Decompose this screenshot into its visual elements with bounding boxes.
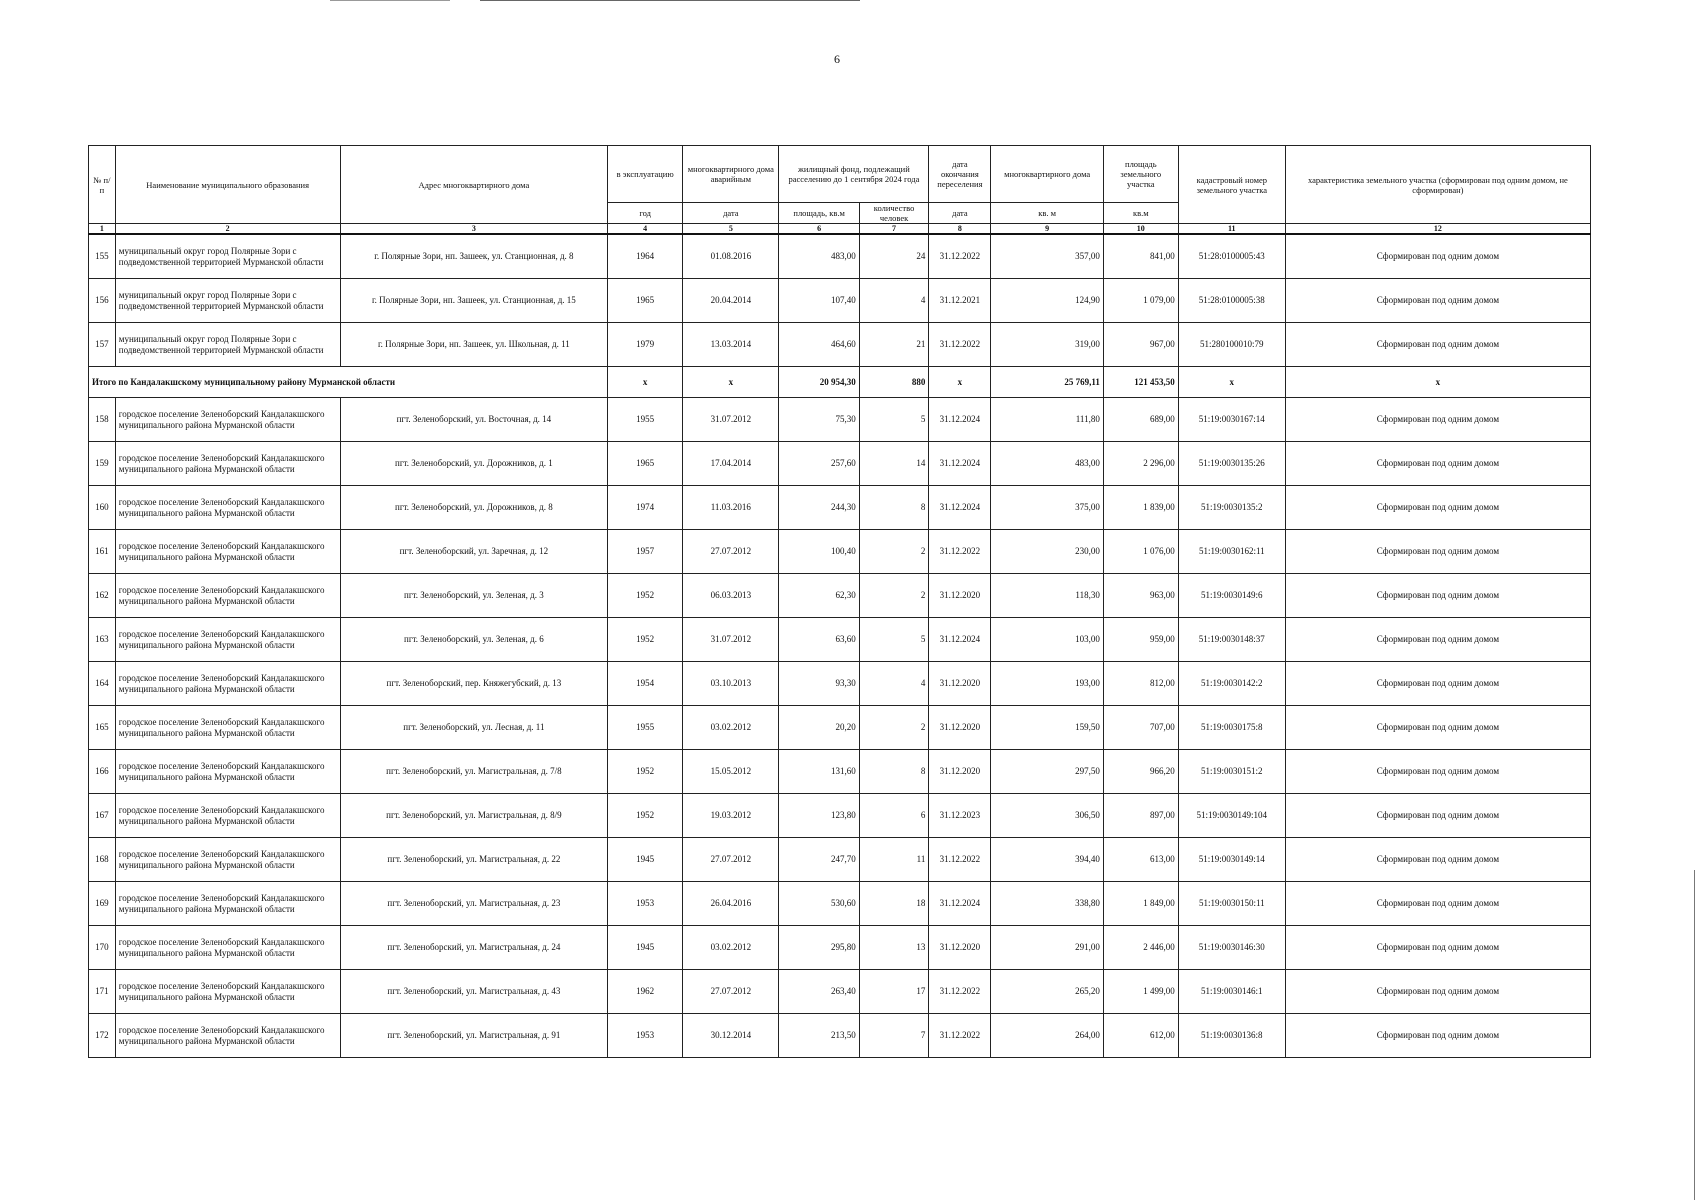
emergency-date-cell: 30.12.2014 xyxy=(683,1014,779,1058)
table-row xyxy=(89,398,1591,442)
col-number: 3 xyxy=(340,224,608,235)
emergency-date-cell: 13.03.2014 xyxy=(683,323,779,367)
area-cell: 63,60 xyxy=(779,618,859,662)
land-area-cell: 967,00 xyxy=(1103,323,1178,367)
col-header: многоквартирного дома аварийным xyxy=(683,146,779,203)
row-number: 162 xyxy=(89,574,116,618)
address-cell: пгт. Зеленоборский, ул. Магистральная, д. 8/9 xyxy=(340,794,608,838)
address-cell: пгт. Зеленоборский, ул. Лесная, д. 11 xyxy=(340,706,608,750)
emergency-date-cell: 27.07.2012 xyxy=(683,530,779,574)
row-number: 169 xyxy=(89,882,116,926)
row-number: 168 xyxy=(89,838,116,882)
area-cell: 20,20 xyxy=(779,706,859,750)
total-house-area: 25 769,11 xyxy=(991,367,1103,398)
house-area-cell: 291,00 xyxy=(991,926,1103,970)
cadastral-number-cell: 51:19:0030135:26 xyxy=(1178,442,1285,486)
table-row xyxy=(89,970,1591,1014)
row-number: 155 xyxy=(89,234,116,279)
address-cell: пгт. Зеленоборский, ул. Магистральная, д. 24 xyxy=(340,926,608,970)
year-cell: 1957 xyxy=(608,530,683,574)
land-area-cell: 1 076,00 xyxy=(1103,530,1178,574)
land-area-cell: 1 839,00 xyxy=(1103,486,1178,530)
emergency-date-cell: 03.02.2012 xyxy=(683,926,779,970)
emergency-date-cell: 27.07.2012 xyxy=(683,838,779,882)
resettlement-date-cell: 31.12.2020 xyxy=(929,706,991,750)
resettlement-date-cell: 31.12.2024 xyxy=(929,882,991,926)
row-number: 172 xyxy=(89,1014,116,1058)
land-characteristic-cell: Сформирован под одним домом xyxy=(1285,882,1590,926)
municipality-cell: городское поселение Зеленоборский Кандалакшского муниципального района Мурманской области xyxy=(115,926,340,970)
house-area-cell: 124,90 xyxy=(991,279,1103,323)
col-subheader: год xyxy=(608,203,683,224)
land-characteristic-cell: Сформирован под одним домом xyxy=(1285,574,1590,618)
area-cell: 530,60 xyxy=(779,882,859,926)
cadastral-number-cell: 51:19:0030146:1 xyxy=(1178,970,1285,1014)
land-characteristic-cell: Сформирован под одним домом xyxy=(1285,662,1590,706)
year-cell: 1962 xyxy=(608,970,683,1014)
house-area-cell: 375,00 xyxy=(991,486,1103,530)
land-characteristic-cell: Сформирован под одним домом xyxy=(1285,1014,1590,1058)
year-cell: 1974 xyxy=(608,486,683,530)
address-cell: пгт. Зеленоборский, ул. Дорожников, д. 1 xyxy=(340,442,608,486)
cadastral-number-cell: 51:280100010:79 xyxy=(1178,323,1285,367)
table-row xyxy=(89,442,1591,486)
col-header: характеристика земельного участка (сформирован под одним домом, не сформирован) xyxy=(1285,146,1590,224)
cadastral-number-cell: 51:19:0030162:11 xyxy=(1178,530,1285,574)
year-cell: 1955 xyxy=(608,398,683,442)
people-cell: 8 xyxy=(859,750,929,794)
people-cell: 5 xyxy=(859,398,929,442)
area-cell: 295,80 xyxy=(779,926,859,970)
emergency-date-cell: 03.02.2012 xyxy=(683,706,779,750)
total-cadastral: x xyxy=(1178,367,1285,398)
cadastral-number-cell: 51:19:0030167:14 xyxy=(1178,398,1285,442)
cadastral-number-cell: 51:19:0030148:37 xyxy=(1178,618,1285,662)
table-row xyxy=(89,1014,1591,1058)
cadastral-number-cell: 51:19:0030135:2 xyxy=(1178,486,1285,530)
municipality-cell: городское поселение Зеленоборский Кандалакшского муниципального района Мурманской области xyxy=(115,618,340,662)
emergency-date-cell: 03.10.2013 xyxy=(683,662,779,706)
land-characteristic-cell: Сформирован под одним домом xyxy=(1285,486,1590,530)
col-subheader: дата xyxy=(929,203,991,224)
house-area-cell: 394,40 xyxy=(991,838,1103,882)
land-characteristic-cell: Сформирован под одним домом xyxy=(1285,398,1590,442)
address-cell: пгт. Зеленоборский, ул. Магистральная, д. 23 xyxy=(340,882,608,926)
land-area-cell: 2 296,00 xyxy=(1103,442,1178,486)
land-characteristic-cell: Сформирован под одним домом xyxy=(1285,530,1590,574)
address-cell: пгт. Зеленоборский, пер. Княжегубский, д. 13 xyxy=(340,662,608,706)
land-characteristic-cell: Сформирован под одним домом xyxy=(1285,970,1590,1014)
col-number: 10 xyxy=(1103,224,1178,235)
people-cell: 13 xyxy=(859,926,929,970)
emergency-date-cell: 26.04.2016 xyxy=(683,882,779,926)
municipality-cell: городское поселение Зеленоборский Кандалакшского муниципального района Мурманской области xyxy=(115,970,340,1014)
total-year: x xyxy=(608,367,683,398)
emergency-date-cell: 19.03.2012 xyxy=(683,794,779,838)
col-subheader: дата xyxy=(683,203,779,224)
area-cell: 483,00 xyxy=(779,234,859,279)
house-area-cell: 193,00 xyxy=(991,662,1103,706)
table-row xyxy=(89,662,1591,706)
row-number: 160 xyxy=(89,486,116,530)
row-number: 159 xyxy=(89,442,116,486)
municipality-cell: городское поселение Зеленоборский Кандалакшского муниципального района Мурманской области xyxy=(115,486,340,530)
resettlement-date-cell: 31.12.2022 xyxy=(929,970,991,1014)
area-cell: 100,40 xyxy=(779,530,859,574)
house-area-cell: 103,00 xyxy=(991,618,1103,662)
area-cell: 213,50 xyxy=(779,1014,859,1058)
row-number: 163 xyxy=(89,618,116,662)
total-area: 20 954,30 xyxy=(779,367,859,398)
area-cell: 244,30 xyxy=(779,486,859,530)
row-number: 170 xyxy=(89,926,116,970)
table-row xyxy=(89,926,1591,970)
resettlement-date-cell: 31.12.2020 xyxy=(929,926,991,970)
land-area-cell: 707,00 xyxy=(1103,706,1178,750)
col-number: 6 xyxy=(779,224,859,235)
table-row xyxy=(89,706,1591,750)
people-cell: 21 xyxy=(859,323,929,367)
table-row xyxy=(89,486,1591,530)
col-number: 5 xyxy=(683,224,779,235)
land-characteristic-cell: Сформирован под одним домом xyxy=(1285,323,1590,367)
address-cell: пгт. Зеленоборский, ул. Дорожников, д. 8 xyxy=(340,486,608,530)
people-cell: 4 xyxy=(859,279,929,323)
land-characteristic-cell: Сформирован под одним домом xyxy=(1285,838,1590,882)
land-characteristic-cell: Сформирован под одним домом xyxy=(1285,618,1590,662)
people-cell: 2 xyxy=(859,706,929,750)
table-row xyxy=(89,750,1591,794)
scan-artifact-line xyxy=(480,0,860,1)
table-row xyxy=(89,618,1591,662)
col-subheader: площадь, кв.м xyxy=(779,203,859,224)
municipality-cell: городское поселение Зеленоборский Кандалакшского муниципального района Мурманской области xyxy=(115,662,340,706)
people-cell: 2 xyxy=(859,574,929,618)
resettlement-date-cell: 31.12.2024 xyxy=(929,618,991,662)
land-characteristic-cell: Сформирован под одним домом xyxy=(1285,706,1590,750)
address-cell: г. Полярные Зори, нп. Зашеек, ул. Станционная, д. 15 xyxy=(340,279,608,323)
land-area-cell: 966,20 xyxy=(1103,750,1178,794)
municipality-cell: муниципальный округ город Полярные Зори с подведомственной территорией Мурманской области xyxy=(115,323,340,367)
cadastral-number-cell: 51:19:0030175:8 xyxy=(1178,706,1285,750)
row-number: 167 xyxy=(89,794,116,838)
emergency-date-cell: 27.07.2012 xyxy=(683,970,779,1014)
land-area-cell: 613,00 xyxy=(1103,838,1178,882)
table-row xyxy=(89,279,1591,323)
row-number: 171 xyxy=(89,970,116,1014)
area-cell: 263,40 xyxy=(779,970,859,1014)
resettlement-date-cell: 31.12.2020 xyxy=(929,662,991,706)
municipality-cell: муниципальный округ город Полярные Зори с подведомственной территорией Мурманской области xyxy=(115,279,340,323)
table-row xyxy=(89,794,1591,838)
year-cell: 1952 xyxy=(608,794,683,838)
row-number: 161 xyxy=(89,530,116,574)
address-cell: пгт. Зеленоборский, ул. Магистральная, д. 22 xyxy=(340,838,608,882)
house-area-cell: 483,00 xyxy=(991,442,1103,486)
house-area-cell: 306,50 xyxy=(991,794,1103,838)
land-area-cell: 897,00 xyxy=(1103,794,1178,838)
people-cell: 17 xyxy=(859,970,929,1014)
year-cell: 1952 xyxy=(608,750,683,794)
municipality-cell: городское поселение Зеленоборский Кандалакшского муниципального района Мурманской области xyxy=(115,750,340,794)
col-number: 2 xyxy=(115,224,340,235)
year-cell: 1953 xyxy=(608,882,683,926)
resettlement-date-cell: 31.12.2024 xyxy=(929,486,991,530)
municipality-cell: городское поселение Зеленоборский Кандалакшского муниципального района Мурманской области xyxy=(115,1014,340,1058)
land-area-cell: 812,00 xyxy=(1103,662,1178,706)
cadastral-number-cell: 51:19:0030149:104 xyxy=(1178,794,1285,838)
row-number: 158 xyxy=(89,398,116,442)
house-area-cell: 338,80 xyxy=(991,882,1103,926)
total-label: Итого по Кандалакшскому муниципальному району Мурманской области xyxy=(89,367,608,398)
area-cell: 247,70 xyxy=(779,838,859,882)
municipality-cell: городское поселение Зеленоборский Кандалакшского муниципального района Мурманской области xyxy=(115,574,340,618)
address-cell: пгт. Зеленоборский, ул. Магистральная, д. 43 xyxy=(340,970,608,1014)
table-row xyxy=(89,838,1591,882)
column-number-row xyxy=(89,224,1591,235)
area-cell: 93,30 xyxy=(779,662,859,706)
col-number: 9 xyxy=(991,224,1103,235)
col-subheader: кв.м xyxy=(1103,203,1178,224)
area-cell: 123,80 xyxy=(779,794,859,838)
col-header: в эксплуатацию xyxy=(608,146,683,203)
address-cell: пгт. Зеленоборский, ул. Восточная, д. 14 xyxy=(340,398,608,442)
land-characteristic-cell: Сформирован под одним домом xyxy=(1285,926,1590,970)
emergency-date-cell: 31.07.2012 xyxy=(683,618,779,662)
people-cell: 7 xyxy=(859,1014,929,1058)
col-number: 1 xyxy=(89,224,116,235)
address-cell: пгт. Зеленоборский, ул. Зеленая, д. 3 xyxy=(340,574,608,618)
people-cell: 14 xyxy=(859,442,929,486)
year-cell: 1952 xyxy=(608,618,683,662)
municipality-cell: городское поселение Зеленоборский Кандалакшского муниципального района Мурманской области xyxy=(115,398,340,442)
house-area-cell: 297,50 xyxy=(991,750,1103,794)
land-area-cell: 963,00 xyxy=(1103,574,1178,618)
address-cell: г. Полярные Зори, нп. Зашеек, ул. Станционная, д. 8 xyxy=(340,234,608,279)
row-number: 157 xyxy=(89,323,116,367)
area-cell: 257,60 xyxy=(779,442,859,486)
row-number: 156 xyxy=(89,279,116,323)
year-cell: 1955 xyxy=(608,706,683,750)
table-row xyxy=(89,323,1591,367)
col-number: 11 xyxy=(1178,224,1285,235)
col-number: 12 xyxy=(1285,224,1590,235)
house-area-cell: 118,30 xyxy=(991,574,1103,618)
resettlement-date-cell: 31.12.2021 xyxy=(929,279,991,323)
house-area-cell: 264,00 xyxy=(991,1014,1103,1058)
col-number: 7 xyxy=(859,224,929,235)
area-cell: 75,30 xyxy=(779,398,859,442)
total-characteristic: x xyxy=(1285,367,1590,398)
table-row xyxy=(89,882,1591,926)
land-characteristic-cell: Сформирован под одним домом xyxy=(1285,794,1590,838)
area-cell: 131,60 xyxy=(779,750,859,794)
col-header: дата окончания переселения xyxy=(929,146,991,203)
col-number: 8 xyxy=(929,224,991,235)
total-people: 880 xyxy=(859,367,929,398)
col-subheader: количество человек xyxy=(859,203,929,224)
land-characteristic-cell: Сформирован под одним домом xyxy=(1285,279,1590,323)
header-row xyxy=(89,146,1591,203)
resettlement-date-cell: 31.12.2020 xyxy=(929,750,991,794)
year-cell: 1954 xyxy=(608,662,683,706)
land-area-cell: 1 079,00 xyxy=(1103,279,1178,323)
year-cell: 1945 xyxy=(608,838,683,882)
land-area-cell: 612,00 xyxy=(1103,1014,1178,1058)
row-number: 166 xyxy=(89,750,116,794)
row-number: 165 xyxy=(89,706,116,750)
area-cell: 107,40 xyxy=(779,279,859,323)
year-cell: 1965 xyxy=(608,442,683,486)
house-area-cell: 357,00 xyxy=(991,234,1103,279)
scan-artifact-line xyxy=(330,0,450,1)
municipality-cell: муниципальный округ город Полярные Зори с подведомственной территорией Мурманской области xyxy=(115,234,340,279)
table-body-zelenoborsky xyxy=(89,398,1591,1058)
people-cell: 2 xyxy=(859,530,929,574)
house-area-cell: 319,00 xyxy=(991,323,1103,367)
resettlement-date-cell: 31.12.2024 xyxy=(929,442,991,486)
municipality-cell: городское поселение Зеленоборский Кандалакшского муниципального района Мурманской области xyxy=(115,794,340,838)
resettlement-date-cell: 31.12.2022 xyxy=(929,530,991,574)
cadastral-number-cell: 51:19:0030149:14 xyxy=(1178,838,1285,882)
cadastral-number-cell: 51:19:0030142:2 xyxy=(1178,662,1285,706)
people-cell: 6 xyxy=(859,794,929,838)
house-area-cell: 159,50 xyxy=(991,706,1103,750)
cadastral-number-cell: 51:19:0030151:2 xyxy=(1178,750,1285,794)
land-area-cell: 1 849,00 xyxy=(1103,882,1178,926)
emergency-date-cell: 31.07.2012 xyxy=(683,398,779,442)
resettlement-date-cell: 31.12.2022 xyxy=(929,838,991,882)
col-header: площадь земельного участка xyxy=(1103,146,1178,203)
cadastral-number-cell: 51:19:0030146:30 xyxy=(1178,926,1285,970)
land-area-cell: 689,00 xyxy=(1103,398,1178,442)
emergency-date-cell: 11.03.2016 xyxy=(683,486,779,530)
year-cell: 1964 xyxy=(608,234,683,279)
col-header: жилищный фонд, подлежащий расселению до 1 сентября 2024 года xyxy=(779,146,929,203)
cadastral-number-cell: 51:19:0030150:11 xyxy=(1178,882,1285,926)
emergency-date-cell: 01.08.2016 xyxy=(683,234,779,279)
emergency-date-cell: 20.04.2014 xyxy=(683,279,779,323)
resettlement-date-cell: 31.12.2024 xyxy=(929,398,991,442)
municipality-cell: городское поселение Зеленоборский Кандалакшского муниципального района Мурманской области xyxy=(115,882,340,926)
address-cell: пгт. Зеленоборский, ул. Магистральная, д. 91 xyxy=(340,1014,608,1058)
resettlement-date-cell: 31.12.2022 xyxy=(929,323,991,367)
col-header: Наименование муниципального образования xyxy=(115,146,340,224)
house-area-cell: 265,20 xyxy=(991,970,1103,1014)
resettlement-date-cell: 31.12.2022 xyxy=(929,234,991,279)
table-total xyxy=(89,367,1591,398)
municipality-cell: городское поселение Зеленоборский Кандалакшского муниципального района Мурманской области xyxy=(115,838,340,882)
col-header: № п/п xyxy=(89,146,116,224)
year-cell: 1945 xyxy=(608,926,683,970)
col-header: Адрес многоквартирного дома xyxy=(340,146,608,224)
land-characteristic-cell: Сформирован под одним домом xyxy=(1285,234,1590,279)
total-row xyxy=(89,367,1591,398)
people-cell: 4 xyxy=(859,662,929,706)
col-number: 4 xyxy=(608,224,683,235)
emergency-date-cell: 15.05.2012 xyxy=(683,750,779,794)
col-header: многоквартирного дома xyxy=(991,146,1103,203)
year-cell: 1952 xyxy=(608,574,683,618)
page-number: 6 xyxy=(834,52,840,66)
total-date-end: x xyxy=(929,367,991,398)
people-cell: 8 xyxy=(859,486,929,530)
land-characteristic-cell: Сформирован под одним домом xyxy=(1285,442,1590,486)
col-subheader: кв. м xyxy=(991,203,1103,224)
people-cell: 5 xyxy=(859,618,929,662)
table-row xyxy=(89,530,1591,574)
emergency-date-cell: 06.03.2013 xyxy=(683,574,779,618)
cadastral-number-cell: 51:19:0030149:6 xyxy=(1178,574,1285,618)
municipality-cell: городское поселение Зеленоборский Кандалакшского муниципального района Мурманской области xyxy=(115,530,340,574)
municipality-cell: городское поселение Зеленоборский Кандалакшского муниципального района Мурманской области xyxy=(115,442,340,486)
year-cell: 1953 xyxy=(608,1014,683,1058)
total-land-area: 121 453,50 xyxy=(1103,367,1178,398)
people-cell: 11 xyxy=(859,838,929,882)
address-cell: пгт. Зеленоборский, ул. Зеленая, д. 6 xyxy=(340,618,608,662)
house-area-cell: 230,00 xyxy=(991,530,1103,574)
address-cell: пгт. Зеленоборский, ул. Магистральная, д. 7/8 xyxy=(340,750,608,794)
land-area-cell: 2 446,00 xyxy=(1103,926,1178,970)
scan-artifact-line xyxy=(1694,870,1695,1200)
resettlement-date-cell: 31.12.2022 xyxy=(929,1014,991,1058)
municipality-cell: городское поселение Зеленоборский Кандалакшского муниципального района Мурманской области xyxy=(115,706,340,750)
land-characteristic-cell: Сформирован под одним домом xyxy=(1285,750,1590,794)
address-cell: г. Полярные Зори, нп. Зашеек, ул. Школьная, д. 11 xyxy=(340,323,608,367)
table-row xyxy=(89,234,1591,279)
cadastral-number-cell: 51:19:0030136:8 xyxy=(1178,1014,1285,1058)
housing-table xyxy=(88,145,1591,1058)
emergency-date-cell: 17.04.2014 xyxy=(683,442,779,486)
land-area-cell: 959,00 xyxy=(1103,618,1178,662)
people-cell: 24 xyxy=(859,234,929,279)
row-number: 164 xyxy=(89,662,116,706)
people-cell: 18 xyxy=(859,882,929,926)
address-cell: пгт. Зеленоборский, ул. Заречная, д. 12 xyxy=(340,530,608,574)
table-body-polyarnye-zori xyxy=(89,234,1591,367)
area-cell: 464,60 xyxy=(779,323,859,367)
cadastral-number-cell: 51:28:0100005:38 xyxy=(1178,279,1285,323)
cadastral-number-cell: 51:28:0100005:43 xyxy=(1178,234,1285,279)
resettlement-date-cell: 31.12.2023 xyxy=(929,794,991,838)
year-cell: 1979 xyxy=(608,323,683,367)
total-date: x xyxy=(683,367,779,398)
resettlement-date-cell: 31.12.2020 xyxy=(929,574,991,618)
land-area-cell: 1 499,00 xyxy=(1103,970,1178,1014)
year-cell: 1965 xyxy=(608,279,683,323)
area-cell: 62,30 xyxy=(779,574,859,618)
col-header: кадастровый номер земельного участка xyxy=(1178,146,1285,224)
table-row xyxy=(89,574,1591,618)
house-area-cell: 111,80 xyxy=(991,398,1103,442)
land-area-cell: 841,00 xyxy=(1103,234,1178,279)
